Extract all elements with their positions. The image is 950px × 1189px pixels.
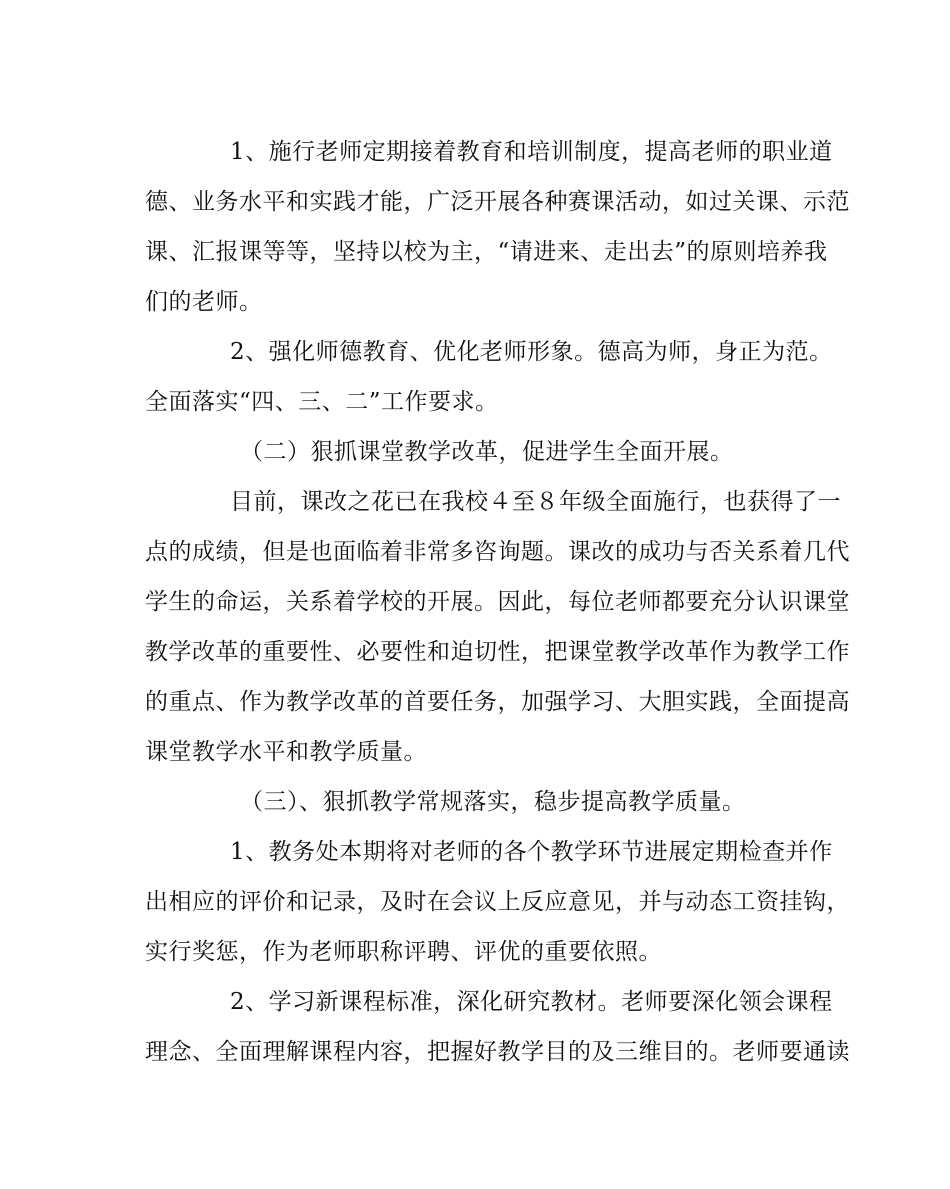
paragraph-3-line-6: 课堂教学水平和教学质量。	[145, 739, 427, 765]
paragraph-4-line-3: 实行奖惩，作为老师职称评聘、评优的重要依照。	[145, 939, 662, 965]
paragraph-2-line-1: 2、强化师德教育、优化老师形象。德高为师，身正为范。	[230, 339, 833, 365]
section-heading-2: （二）狠抓课堂教学改革，促进学生全面开展。	[240, 439, 734, 465]
paragraph-3-line-3: 学生的命运，关系着学校的开展。因此，每位老师都要充分认识课堂	[145, 589, 850, 615]
paragraph-4-line-2: 出相应的评价和记录，及时在会议上反应意见，并与动态工资挂钩，	[145, 889, 850, 915]
paragraph-5-line-2: 理念、全面理解课程内容，把握好教学目的及三维目的。老师要通读	[145, 1039, 850, 1065]
paragraph-5-line-1: 2、学习新课程标准，深化研究教材。老师要深化领会课程	[230, 989, 833, 1015]
section-heading-3: （三）、狠抓教学常规落实，稳步提高教学质量。	[240, 789, 746, 815]
paragraph-3-line-1: 目前，课改之花已在我校４至８年级全面施行，也获得了一	[230, 489, 841, 515]
paragraph-1-line-2: 德、业务水平和实践才能，广泛开展各种赛课活动，如过关课、示范	[145, 189, 850, 215]
paragraph-1-line-4: 们的老师。	[145, 289, 263, 315]
paragraph-2-line-2: 全面落实“四、三、二”工作要求。	[145, 389, 499, 415]
paragraph-3-line-5: 的重点、作为教学改革的首要任务，加强学习、大胆实践，全面提高	[145, 689, 850, 715]
paragraph-1-line-1: 1、施行老师定期接着教育和培训制度，提高老师的职业道	[230, 139, 833, 165]
paragraph-3-line-2: 点的成绩，但是也面临着非常多咨询题。课改的成功与否关系着几代	[145, 539, 850, 565]
paragraph-1-line-3: 课、汇报课等等，坚持以校为主，“请进来、走出去”的原则培养我	[145, 239, 828, 265]
paragraph-3-line-4: 教学改革的重要性、必要性和迫切性，把课堂教学改革作为教学工作	[145, 639, 850, 665]
paragraph-4-line-1: 1、教务处本期将对老师的各个教学环节进展定期检查并作	[230, 839, 833, 865]
